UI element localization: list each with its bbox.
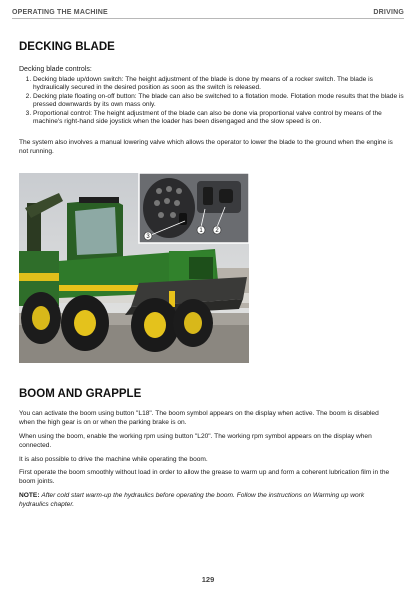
forwarder-photo bbox=[19, 173, 249, 363]
list-item: 3. Proportional control: The height adjustment of the blade can also be done via proportional valve control by means of the machine's right-hand side joystick when the loader has been disengaged and the slow speed is on. bbox=[33, 110, 409, 127]
boom-grapple-heading: BOOM AND GRAPPLE bbox=[19, 388, 142, 400]
callout-label: 3 bbox=[146, 234, 150, 241]
list-item: 1. Decking blade up/down switch: The height adjustment of the blade is done by means of a rocker switch. The blade is hydraulically secured in the desired position as soon as the switch is released. bbox=[33, 76, 409, 93]
note-text: After cold start warm-up the hydraulics before operating the boom. Follow the instructions on Warming up work hydraulics chapter. bbox=[19, 492, 365, 508]
callout-label: 2 bbox=[215, 228, 219, 235]
decking-blade-heading: DECKING BLADE bbox=[19, 41, 115, 53]
note-label: NOTE: bbox=[19, 492, 40, 499]
decking-intro: Decking blade controls: bbox=[19, 66, 92, 73]
boom-paragraph: When using the boom, enable the working rpm using button "L20". The working rpm symbol appears on the display when connected. bbox=[19, 433, 372, 449]
list-item: 2. Decking plate floating on-off button: The blade can also be switched to a flotation mode. Flotation mode results that the blade is pressed downwards by its own mass only. bbox=[33, 93, 409, 110]
decking-paragraph: The system also involves a manual lowering valve which allows the operator to lower the blade to the ground when the engine is not running. bbox=[19, 139, 393, 155]
boom-paragraph: First operate the boom smoothly without load in order to allow the grease to warm up and form a coherent lubrication film in the boom joints. bbox=[19, 469, 390, 485]
page-number: 129 bbox=[201, 575, 215, 584]
boom-note bbox=[19, 492, 395, 509]
decking-controls-list bbox=[19, 76, 409, 127]
callout-label: 1 bbox=[199, 228, 203, 235]
header-chapter: DRIVING bbox=[373, 9, 404, 16]
header-section: OPERATING THE MACHINE bbox=[12, 9, 108, 16]
header-divider bbox=[12, 18, 404, 19]
boom-paragraph: It is also possible to drive the machine while operating the boom. bbox=[19, 456, 208, 463]
boom-paragraph: You can activate the boom using button "L18". The boom symbol appears on the display when active. The boom is disabled when the high gear is on or when the parking brake is on. bbox=[19, 410, 379, 426]
